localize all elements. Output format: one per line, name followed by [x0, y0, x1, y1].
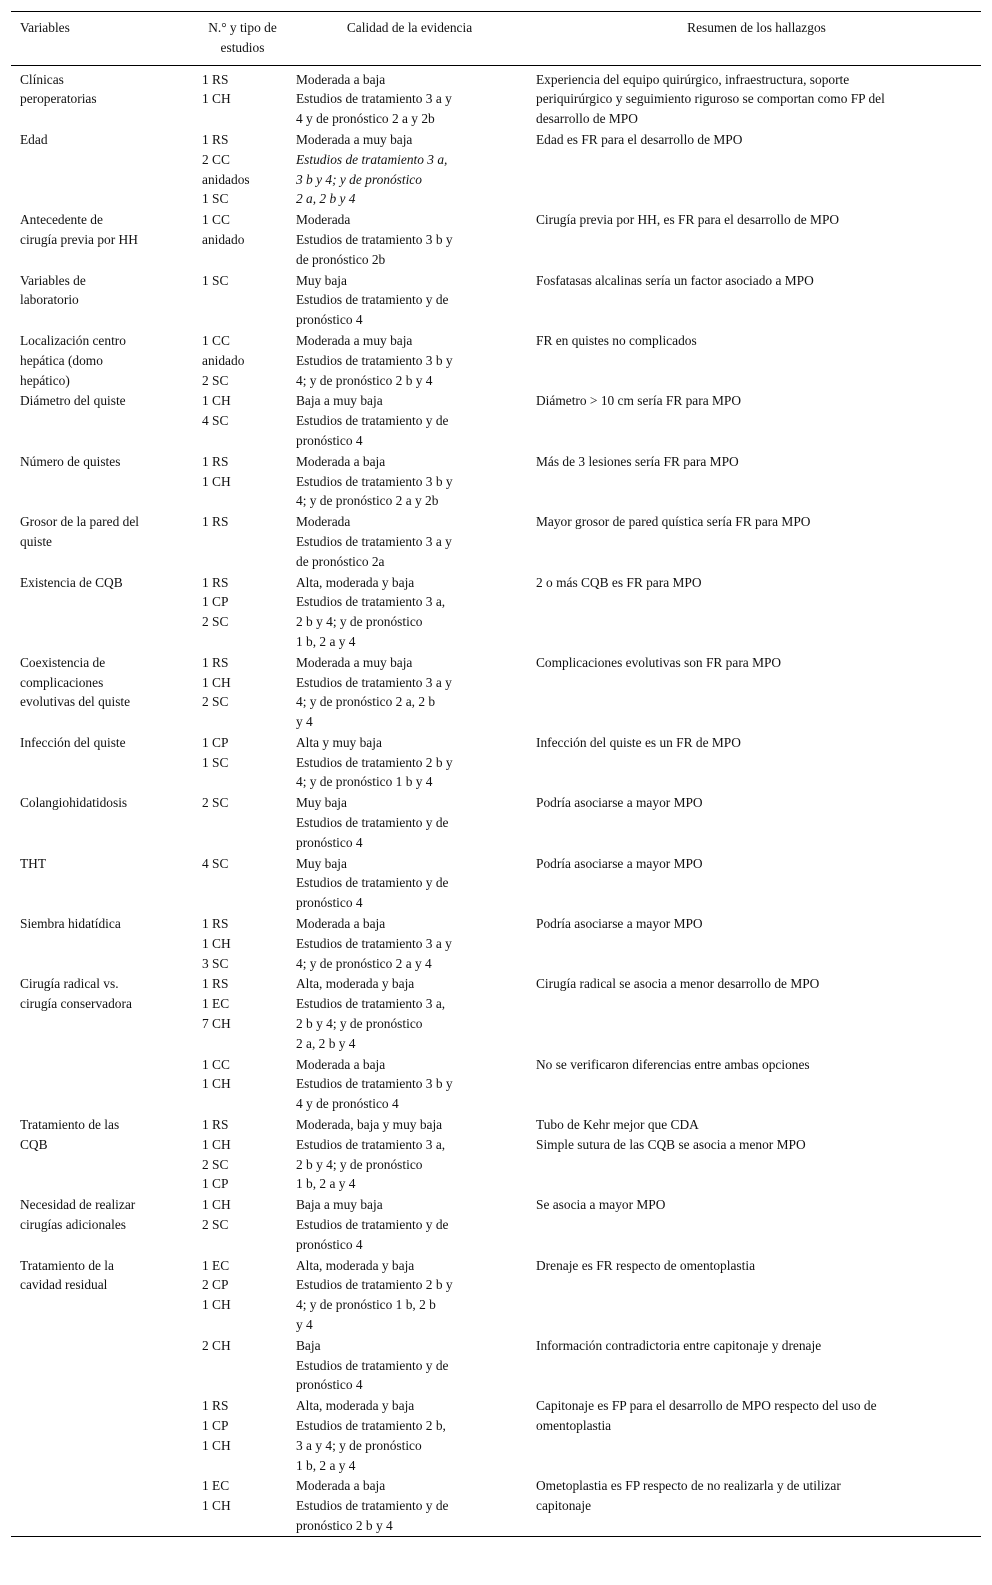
quality-text: Baja a muy baja Estudios de tratamiento y de pronóstico 4: [296, 393, 449, 448]
summary-cell: Mayor grosor de pared quística sería FR para MPO: [536, 514, 811, 530]
table-row: [11, 1475, 981, 1536]
studies-cell: 2 SC: [202, 795, 229, 811]
table-row: [11, 1194, 981, 1254]
summary-cell: Información contradictoria entre capitonaje y drenaje: [536, 1337, 822, 1353]
header-quality: Calidad de la evidencia: [346, 20, 473, 35]
quality-cell: [287, 1335, 527, 1395]
summary-cell: Experiencia del equipo quirúrgico, infraestructura, soporte periquirúrgico y seguimiento riguroso se comportan como FP del desarrollo de MPO: [536, 71, 885, 127]
quality-cell: [287, 270, 527, 330]
studies-cell: 1 CC anidado: [202, 212, 245, 247]
quality-text: Alta, moderada y baja Estudios de tratamiento 3 a, 2 b y 4; y de pronóstico 1 b, 2 a y 4: [296, 574, 446, 649]
quality-cell: [287, 1194, 527, 1254]
studies-cell: 1 RS 1 CH: [202, 71, 231, 107]
quality-text: Alta, moderada y baja Estudios de tratamiento 2 b y 4; y de pronóstico 1 b, 2 b y 4: [296, 1257, 453, 1332]
quality-cell: [287, 1255, 527, 1335]
variable-cell: Necesidad de realizar cirugías adicionales: [20, 1197, 136, 1233]
table-body: [11, 65, 981, 1536]
variable-cell: Tratamiento de las CQB: [20, 1117, 120, 1152]
summary-cell: Drenaje es FR respecto de omentoplastia: [536, 1257, 756, 1273]
quality-cell: [287, 792, 527, 852]
header-row: [11, 12, 981, 66]
variable-cell: THT: [20, 855, 47, 871]
quality-text: Baja a muy baja Estudios de tratamiento y de pronóstico 4: [296, 1197, 449, 1252]
studies-cell: 1 CC anidado 2 SC: [202, 332, 245, 388]
summary-cell: Diámetro > 10 cm sería FR para MPO: [536, 393, 742, 409]
quality-cell: [287, 572, 527, 652]
table-row: [11, 1255, 981, 1335]
studies-cell: 1 RS 1 CH 2 SC 1 CP: [202, 1117, 231, 1192]
table-row: [11, 511, 981, 571]
summary-cell: Podría asociarse a mayor MPO: [536, 916, 703, 932]
variable-cell: [11, 1335, 193, 1395]
studies-cell: 4 SC: [202, 855, 229, 871]
table-row: [11, 451, 981, 511]
variable-cell: Clínicas peroperatorias: [20, 71, 97, 107]
quality-text: Baja Estudios de tratamiento y de pronóstico 4: [296, 1337, 449, 1393]
table-row: [11, 1335, 981, 1395]
summary-cell: Cirugía previa por HH, es FR para el desarrollo de MPO: [536, 212, 840, 228]
variable-cell: Diámetro del quiste: [20, 393, 126, 409]
studies-cell: 1 RS 1 CP 1 CH: [202, 1398, 231, 1453]
quality-text: Moderada Estudios de tratamiento 3 b y de pronóstico 2b: [296, 212, 453, 267]
studies-cell: 1 CC 1 CH: [202, 1056, 231, 1092]
quality-text: Alta, moderada y baja Estudios de tratamiento 3 a, 2 b y 4; y de pronóstico 2 a, 2 b y 4: [296, 976, 446, 1051]
studies-cell: 2 CH: [202, 1337, 231, 1353]
quality-cell: [287, 1114, 527, 1194]
table-header: [11, 12, 981, 66]
summary-cell: Podría asociarse a mayor MPO: [536, 795, 703, 811]
table-row: [11, 209, 981, 269]
header-studies: N.° y tipo de estudios: [208, 20, 277, 55]
variable-cell: Localización centro hepática (domo hepático): [20, 332, 126, 388]
summary-cell: Edad es FR para el desarrollo de MPO: [536, 131, 743, 147]
summary-cell: Fosfatasas alcalinas sería un factor asociado a MPO: [536, 272, 814, 288]
summary-cell: Ometoplastia es FP respecto de no realizarla y de utilizar capitonaje: [536, 1478, 841, 1514]
quality-text: Moderada a baja Estudios de tratamiento 3 b y 4 y de pronóstico 4: [296, 1056, 453, 1112]
variable-cell: Colangiohidatidosis: [20, 795, 128, 811]
variable-cell: Número de quistes: [20, 453, 121, 469]
quality-cell: [287, 1054, 527, 1114]
summary-cell: Infección del quiste es un FR de MPO: [536, 734, 741, 750]
variable-cell: [11, 1475, 193, 1536]
variable-cell: Grosor de la pared del quiste: [20, 514, 139, 549]
variable-cell: Existencia de CQB: [20, 574, 123, 590]
quality-cell: [287, 451, 527, 511]
variable-cell: Infección del quiste: [20, 734, 126, 750]
studies-cell: 1 EC 2 CP 1 CH: [202, 1257, 231, 1313]
table-row: [11, 390, 981, 450]
quality-cell: [287, 973, 527, 1053]
table-row: [11, 732, 981, 792]
quality-cell: [287, 652, 527, 732]
quality-cell: [287, 853, 527, 913]
quality-cell: [287, 209, 527, 269]
summary-cell: 2 o más CQB es FR para MPO: [536, 574, 702, 590]
quality-cell: [287, 330, 527, 390]
quality-text: Moderada a muy baja Estudios de tratamiento 3 a y 4; y de pronóstico 2 a, 2 b y 4: [296, 654, 452, 730]
studies-cell: 1 RS 1 CH: [202, 453, 231, 489]
variable-cell: Siembra hidatídica: [20, 916, 121, 932]
quality-text: Moderada a muy baja: [296, 131, 413, 147]
summary-cell: Se asocia a mayor MPO: [536, 1197, 666, 1213]
summary-cell: No se verificaron diferencias entre ambas opciones: [536, 1056, 810, 1072]
quality-text: Muy baja Estudios de tratamiento y de pronóstico 4: [296, 855, 449, 911]
quality-cell: [287, 390, 527, 450]
table-row: [11, 652, 981, 732]
quality-text: Alta, moderada y baja Estudios de tratamiento 2 b, 3 a y 4; y de pronóstico 1 b, 2 a y 4: [296, 1398, 446, 1473]
table-row: [11, 1114, 981, 1194]
variable-cell: Variables de laboratorio: [20, 272, 86, 308]
summary-cell: Complicaciones evolutivas son FR para MPO: [536, 654, 782, 670]
quality-text: Moderada a baja Estudios de tratamiento 3 a y 4; y de pronóstico 2 a y 4: [296, 916, 452, 971]
quality-text: Moderada a baja Estudios de tratamiento 3 a y 4 y de pronóstico 2 a y 2b: [296, 71, 452, 127]
quality-cell: [287, 913, 527, 973]
table-row: [11, 853, 981, 913]
header-summary: Resumen de los hallazgos: [687, 20, 826, 35]
quality-text: Alta y muy baja Estudios de tratamiento 2 b y 4; y de pronóstico 1 b y 4: [296, 734, 453, 790]
quality-cell: [287, 65, 527, 129]
table-row: [11, 913, 981, 973]
summary-cell: Más de 3 lesiones sería FR para MPO: [536, 453, 739, 469]
variable-cell: Cirugía radical vs. cirugía conservadora: [20, 976, 132, 1012]
header-variables: Variables: [20, 20, 70, 35]
quality-text: Moderada, baja y muy baja Estudios de tratamiento 3 a, 2 b y 4; y de pronóstico 1 b, 2 a y 4: [296, 1117, 446, 1192]
studies-cell: 1 RS 1 EC 7 CH: [202, 976, 231, 1032]
table-row: [11, 129, 981, 209]
evidence-table: [11, 11, 981, 1537]
studies-cell: 1 CP 1 SC: [202, 734, 229, 770]
summary-cell: Podría asociarse a mayor MPO: [536, 855, 703, 871]
table-row: [11, 330, 981, 390]
studies-cell: 1 SC: [202, 272, 229, 288]
quality-cell: [287, 1475, 527, 1536]
studies-cell: 1 RS 1 CP 2 SC: [202, 574, 229, 630]
quality-cell: [287, 129, 527, 209]
quality-cell: [287, 511, 527, 571]
table-row: [11, 792, 981, 852]
table-row: [11, 270, 981, 330]
quality-text: Moderada Estudios de tratamiento 3 a y de pronóstico 2a: [296, 514, 452, 569]
table-row: [11, 1054, 981, 1114]
variable-cell: Tratamiento de la cavidad residual: [20, 1257, 114, 1293]
variable-cell: [11, 1054, 193, 1114]
studies-cell: 1 RS: [202, 514, 229, 530]
summary-cell: Tubo de Kehr mejor que CDA Simple sutura de las CQB se asocia a menor MPO: [536, 1117, 806, 1152]
summary-cell: FR en quistes no complicados: [536, 332, 697, 348]
table-row: [11, 973, 981, 1053]
table-row: [11, 65, 981, 129]
quality-text: Moderada a baja Estudios de tratamiento y de pronóstico 2 b y 4: [296, 1478, 449, 1533]
quality-text: Moderada a muy baja Estudios de tratamiento 3 b y 4; y de pronóstico 2 b y 4: [296, 332, 453, 388]
studies-cell: 1 EC 1 CH: [202, 1478, 231, 1514]
quality-text: Moderada a baja Estudios de tratamiento 3 b y 4; y de pronóstico 2 a y 2b: [296, 453, 453, 509]
studies-cell: 1 RS 1 CH 3 SC: [202, 916, 231, 971]
quality-italic-text: Estudios de tratamiento 3 a, 3 b y 4; y de pronóstico 2 a, 2 b y 4: [296, 151, 448, 207]
quality-cell: [287, 732, 527, 792]
table-row: [11, 1395, 981, 1475]
summary-cell: Capitonaje es FP para el desarrollo de MPO respecto del uso de omentoplastia: [536, 1398, 877, 1433]
studies-cell: 1 RS 2 CC anidados 1 SC: [202, 131, 250, 207]
variable-cell: Edad: [20, 131, 48, 147]
table-row: [11, 572, 981, 652]
studies-cell: 1 CH 2 SC: [202, 1197, 231, 1233]
quality-cell: [287, 1395, 527, 1475]
variable-cell: Coexistencia de complicaciones evolutivas del quiste: [20, 654, 131, 710]
studies-cell: 1 RS 1 CH 2 SC: [202, 654, 231, 710]
quality-text: Muy baja Estudios de tratamiento y de pronóstico 4: [296, 795, 449, 850]
variable-cell: [11, 1395, 193, 1475]
variable-cell: Antecedente de cirugía previa por HH: [20, 212, 138, 247]
studies-cell: 1 CH 4 SC: [202, 393, 231, 429]
quality-text: Muy baja Estudios de tratamiento y de pronóstico 4: [296, 272, 449, 328]
summary-cell: Cirugía radical se asocia a menor desarrollo de MPO: [536, 976, 820, 992]
